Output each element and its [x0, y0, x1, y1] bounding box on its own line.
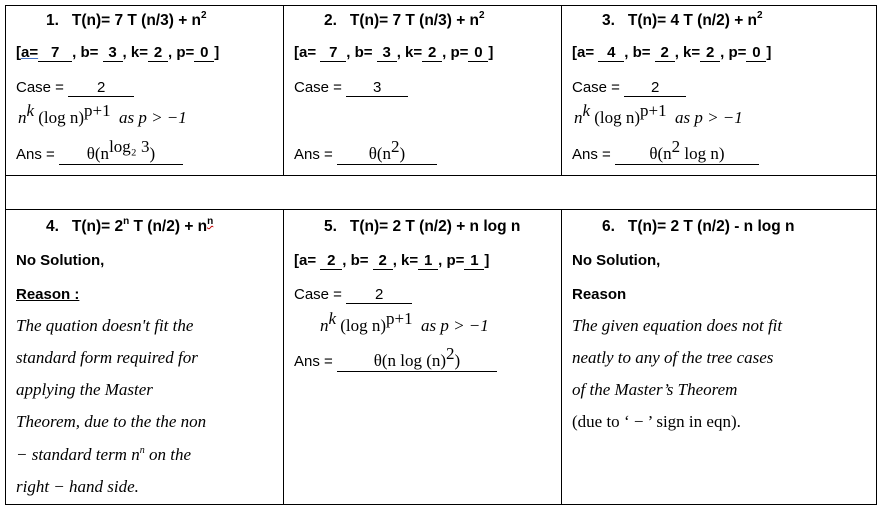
- cell-6-title: [602, 218, 794, 236]
- cell-4-reason-line-3: applying the Master: [16, 380, 153, 399]
- cell-5-params: [a= 2 , b= 2 , k= 1 , p= 1 ]: [294, 252, 490, 269]
- cell-1-equation-exp: 2: [201, 10, 207, 21]
- cell-5-title: [324, 218, 520, 236]
- cell-2-equation: T(n)= 7 T (n/3) + n: [349, 12, 480, 29]
- ans-pre: θ(n: [368, 144, 392, 163]
- table-border-bottom: [5, 504, 877, 505]
- formula-condition: as p > −1: [420, 316, 489, 335]
- reason-last-sym: ‘ − ’: [623, 412, 653, 431]
- ans-sup: log₂ 3: [109, 137, 150, 156]
- formula-p: p+1: [386, 309, 413, 328]
- param-b: 3: [103, 45, 123, 62]
- cell-4-number: 4.: [46, 218, 59, 235]
- table-row-divider-1: [5, 175, 877, 176]
- cell-2-case: [294, 79, 408, 97]
- cell-1-answer: [16, 137, 183, 165]
- reason-line-5-sup: n: [139, 445, 145, 456]
- recurrence-table: [5, 5, 877, 505]
- cell-2-title: [324, 12, 485, 30]
- cell-4-reason-line-5: [16, 445, 191, 465]
- cell-1-number: 1.: [46, 12, 59, 29]
- formula-p: p+1: [84, 101, 111, 120]
- formula-log: (log n): [594, 108, 641, 127]
- cell-1: [6, 6, 283, 175]
- cell-2-answer: [294, 137, 437, 165]
- cell-6-reason-line-1: The given equation does not fit: [572, 316, 783, 335]
- formula-k: k: [26, 101, 35, 120]
- param-a: 7: [320, 45, 346, 62]
- ans-value: [615, 137, 759, 165]
- formula-log: (log n): [38, 108, 85, 127]
- reason-last-pre: (due to: [572, 412, 624, 431]
- cell-4-eq-mid: T (n/2) + n: [129, 218, 208, 235]
- cell-2-params: [a= 7 , b= 3 , k= 2 , p= 0 ]: [294, 44, 494, 61]
- ans-post: ): [454, 351, 461, 370]
- cell-4-reason-line-1: The quation doesn't fit the: [16, 316, 194, 335]
- ans-sup: 2: [391, 137, 400, 156]
- cell-3-case: [572, 79, 686, 97]
- param-p: 0: [194, 45, 214, 62]
- table-border-right: [876, 5, 877, 505]
- cell-6-number: 6.: [602, 218, 615, 235]
- param-p: 0: [746, 45, 766, 62]
- formula-base: n: [320, 316, 329, 335]
- cell-1-equation: T(n)= 7 T (n/3) + n: [71, 12, 202, 29]
- cell-3-number: 3.: [602, 12, 615, 29]
- formula-condition: as p > −1: [118, 108, 187, 127]
- cell-3-answer: [572, 137, 759, 165]
- ans-post: log n): [680, 144, 725, 163]
- param-k: 2: [700, 45, 720, 62]
- formula-base: n: [18, 108, 27, 127]
- cell-6-reason-line-2: neatly to any of the tree cases: [572, 348, 774, 367]
- formula-condition: as p > −1: [674, 108, 743, 127]
- case-value: 2: [346, 287, 412, 304]
- reason-last-post: sign in eqn).: [652, 412, 741, 431]
- formula-k: k: [582, 101, 591, 120]
- cell-5-case: [294, 286, 412, 304]
- cell-3-params: [a= 4 , b= 2 , k= 2 , p= 0 ]: [572, 44, 772, 61]
- cell-6: [562, 210, 875, 504]
- case-value: 3: [346, 80, 408, 97]
- cell-6-reason-label: Reason: [572, 286, 627, 303]
- cell-4-reason-line-6: right − hand side.: [16, 477, 139, 496]
- cell-4-reason-line-4: Theorem, due to the the non: [16, 412, 207, 431]
- param-k: 1: [418, 253, 438, 270]
- cell-2-equation-exp: 2: [479, 10, 485, 21]
- cell-4-eq-sup1: n: [123, 216, 130, 227]
- ans-label: Ans =: [16, 146, 55, 163]
- cell-6-equation: T(n)= 2 T (n/2) - n log n: [627, 218, 795, 235]
- case-value: 2: [624, 80, 686, 97]
- param-b: 2: [373, 253, 393, 270]
- ans-value: [337, 137, 437, 165]
- ans-sup: 2: [446, 344, 455, 363]
- param-k: 2: [148, 45, 168, 62]
- ans-label: Ans =: [294, 353, 333, 370]
- cell-4-eq-pre: T(n)= 2: [71, 218, 124, 235]
- cell-3-equation-exp: 2: [757, 10, 763, 21]
- ans-pre: θ(n log (n): [373, 351, 447, 370]
- cell-6-no-solution: No Solution,: [572, 252, 661, 269]
- param-a: 7: [38, 45, 72, 62]
- cell-4: [6, 210, 283, 504]
- cell-5-answer: [294, 344, 497, 372]
- case-label: Case =: [294, 286, 342, 303]
- cell-3-title: [602, 12, 763, 30]
- cell-5-equation: T(n)= 2 T (n/2) + n log n: [349, 218, 521, 235]
- ans-value: [337, 344, 497, 372]
- param-b: 3: [377, 45, 397, 62]
- param-a: 4: [598, 45, 624, 62]
- ans-post: ): [149, 144, 156, 163]
- cell-6-reason-line-4: [572, 412, 741, 432]
- cell-2: [284, 6, 561, 175]
- param-b: 2: [655, 45, 675, 62]
- ans-pre: θ(n: [86, 144, 110, 163]
- ans-value: [59, 137, 183, 165]
- param-p: 1: [464, 253, 484, 270]
- ans-post: ): [399, 144, 406, 163]
- cell-4-title: [46, 218, 213, 236]
- formula-k: k: [328, 309, 337, 328]
- cell-1-params: [a= 7 , b= 3 , k= 2 , p= 0 ]: [16, 44, 220, 61]
- cell-4-eq-sup2: n: [207, 216, 214, 227]
- formula-p: p+1: [640, 101, 667, 120]
- param-p: 0: [468, 45, 488, 62]
- param-a: 2: [320, 253, 342, 270]
- cell-6-reason-line-3: of the Master’s Theorem: [572, 380, 738, 399]
- reason-line-5-text: − standard term n: [16, 445, 140, 464]
- reason-line-5-tail: on the: [144, 445, 191, 464]
- cell-1-title: [46, 12, 207, 30]
- ans-sup: 2: [671, 137, 681, 156]
- cell-3: [562, 6, 875, 175]
- cell-4-no-solution: No Solution,: [16, 252, 105, 269]
- cell-3-equation: T(n)= 4 T (n/2) + n: [627, 12, 758, 29]
- case-label: Case =: [16, 79, 64, 96]
- case-label: Case =: [572, 79, 620, 96]
- case-value: 2: [68, 80, 134, 97]
- cell-1-formula: [18, 101, 187, 128]
- cell-2-number: 2.: [324, 12, 337, 29]
- ans-pre: θ(n: [649, 144, 672, 163]
- cell-5: [284, 210, 561, 504]
- case-label: Case =: [294, 79, 342, 96]
- ans-label: Ans =: [572, 146, 611, 163]
- cell-3-formula: [574, 101, 743, 128]
- cell-4-reason-label: Reason :: [16, 286, 80, 303]
- cell-1-case: [16, 79, 134, 97]
- param-k: 2: [422, 45, 442, 62]
- cell-5-number: 5.: [324, 218, 337, 235]
- cell-5-formula: [320, 309, 489, 336]
- ans-label: Ans =: [294, 146, 333, 163]
- formula-base: n: [574, 108, 583, 127]
- formula-log: (log n): [340, 316, 387, 335]
- cell-4-reason-line-2: standard form required for: [16, 348, 198, 367]
